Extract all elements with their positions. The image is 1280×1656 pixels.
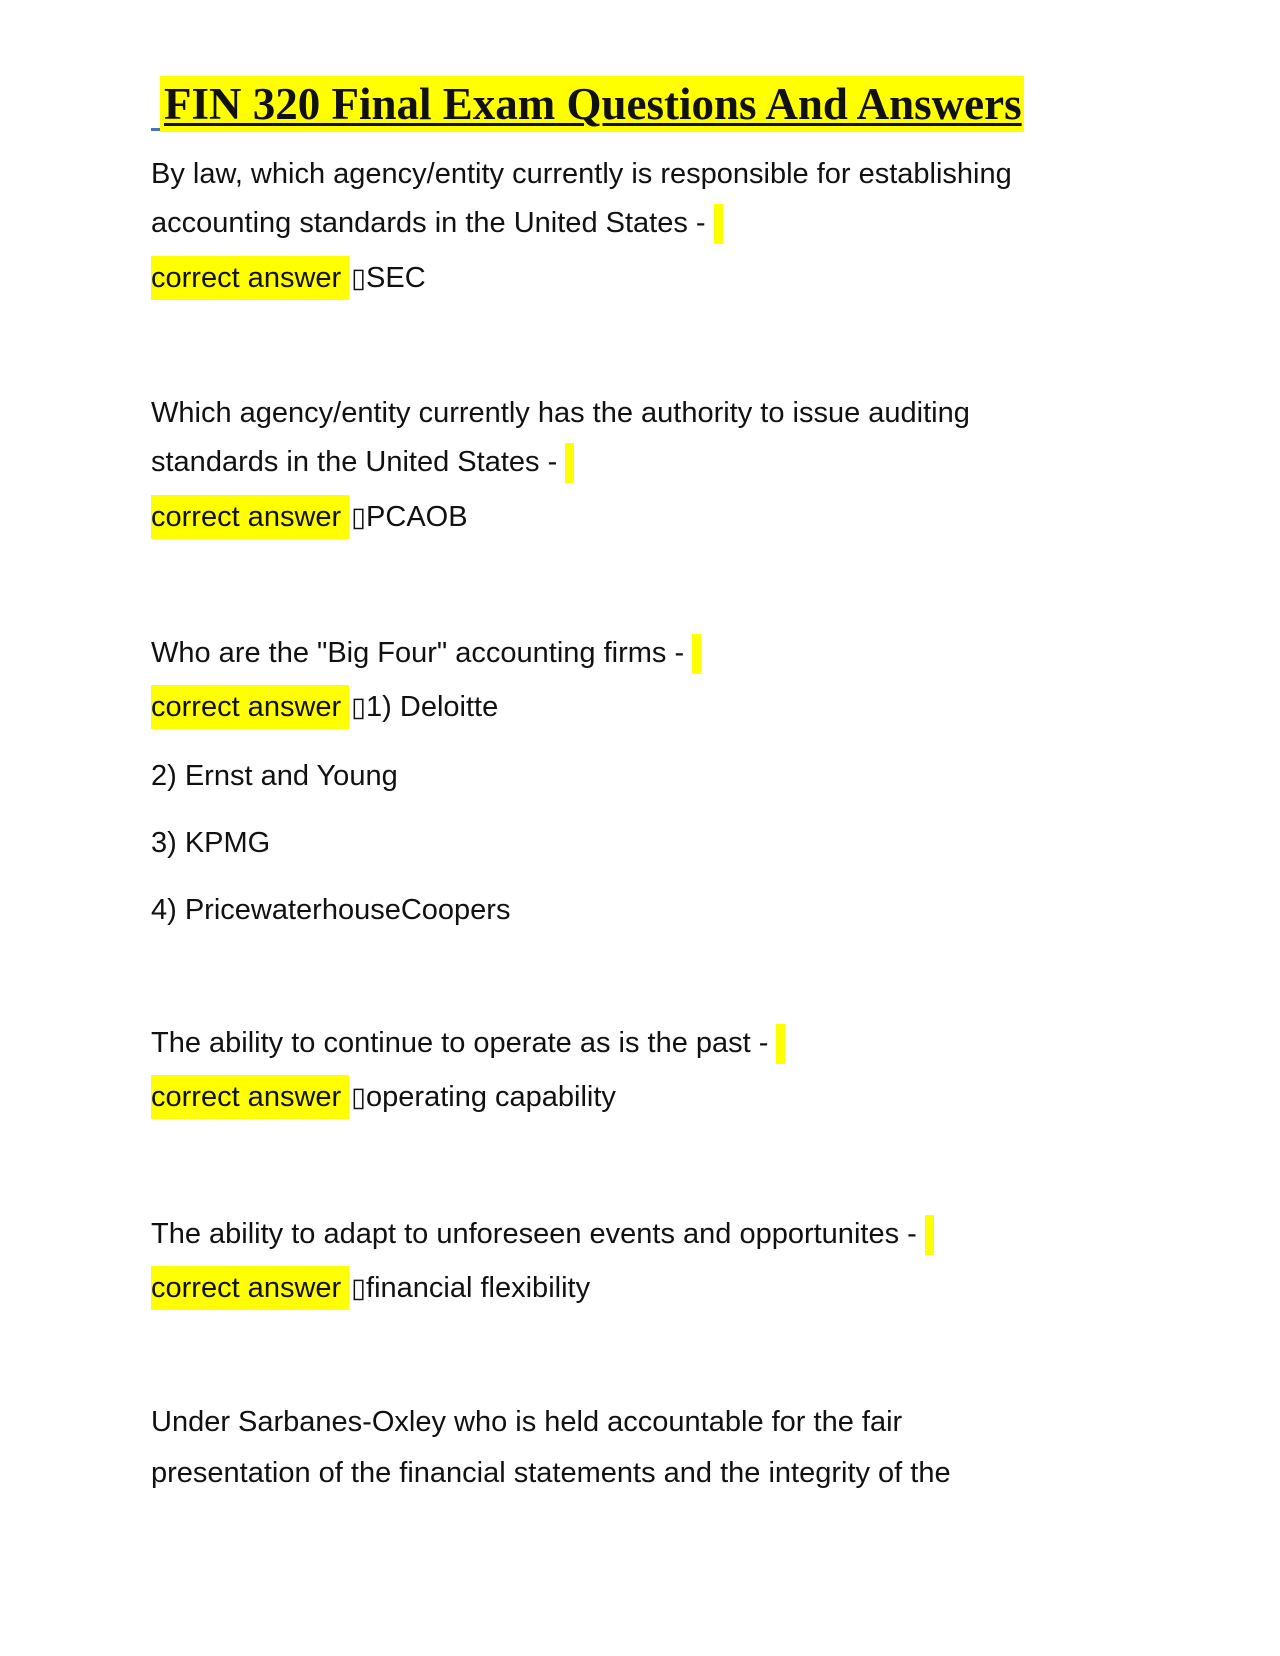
question-6-line-1: Under Sarbanes-Oxley who is held accountable for the fair <box>151 1406 903 1438</box>
highlight-mark <box>714 204 723 244</box>
question-text: The ability to adapt to unforeseen events and opportunites - <box>151 1218 917 1250</box>
question-1-line-1: By law, which agency/entity currently is responsible for establishing <box>151 158 1012 190</box>
highlight-mark <box>925 1215 934 1255</box>
answer-text: operating capability <box>366 1081 616 1113</box>
answer-text: financial flexibility <box>366 1272 591 1304</box>
missing-glyph-icon: ▯ <box>351 263 367 293</box>
question-2-answer <box>151 495 468 535</box>
highlight-mark <box>692 634 701 674</box>
question-6-line-2: presentation of the financial statements and the integrity of the <box>151 1457 951 1489</box>
missing-glyph-icon: ▯ <box>351 502 367 532</box>
answer-list-item: 4) PricewaterhouseCoopers <box>151 894 511 926</box>
question-3-answer <box>151 685 498 725</box>
highlight-mark <box>776 1024 785 1064</box>
missing-glyph-icon: ▯ <box>351 692 367 722</box>
answer-label: correct answer <box>151 1266 349 1310</box>
question-text: Who are the "Big Four" accounting firms - <box>151 637 685 669</box>
question-4-line-1 <box>151 1023 785 1063</box>
missing-glyph-icon: ▯ <box>351 1273 367 1303</box>
question-5-answer <box>151 1266 590 1306</box>
question-3-line-1 <box>151 633 701 673</box>
question-1-line-2 <box>151 203 723 243</box>
question-text: standards in the United States - <box>151 446 558 478</box>
question-text: accounting standards in the United States - <box>151 207 706 239</box>
answer-label: correct answer <box>151 495 349 539</box>
question-4-answer <box>151 1075 616 1115</box>
question-2-line-1: Which agency/entity currently has the authority to issue auditing <box>151 397 970 429</box>
answer-label: correct answer <box>151 256 349 300</box>
question-5-line-1 <box>151 1214 934 1254</box>
answer-text: 1) Deloitte <box>366 691 499 723</box>
question-text: The ability to continue to operate as is the past - <box>151 1027 769 1059</box>
answer-label: correct answer <box>151 685 349 729</box>
answer-text: PCAOB <box>366 501 468 533</box>
answer-label: correct answer <box>151 1075 349 1119</box>
answer-list-item: 3) KPMG <box>151 827 271 859</box>
page-title: FIN 320 Final Exam Questions And Answers <box>160 76 1024 132</box>
question-1-answer <box>151 256 426 296</box>
highlight-mark <box>565 443 574 483</box>
missing-glyph-icon: ▯ <box>351 1082 367 1112</box>
answer-list-item: 2) Ernst and Young <box>151 760 398 792</box>
question-2-line-2 <box>151 442 574 482</box>
answer-text: SEC <box>366 262 426 294</box>
